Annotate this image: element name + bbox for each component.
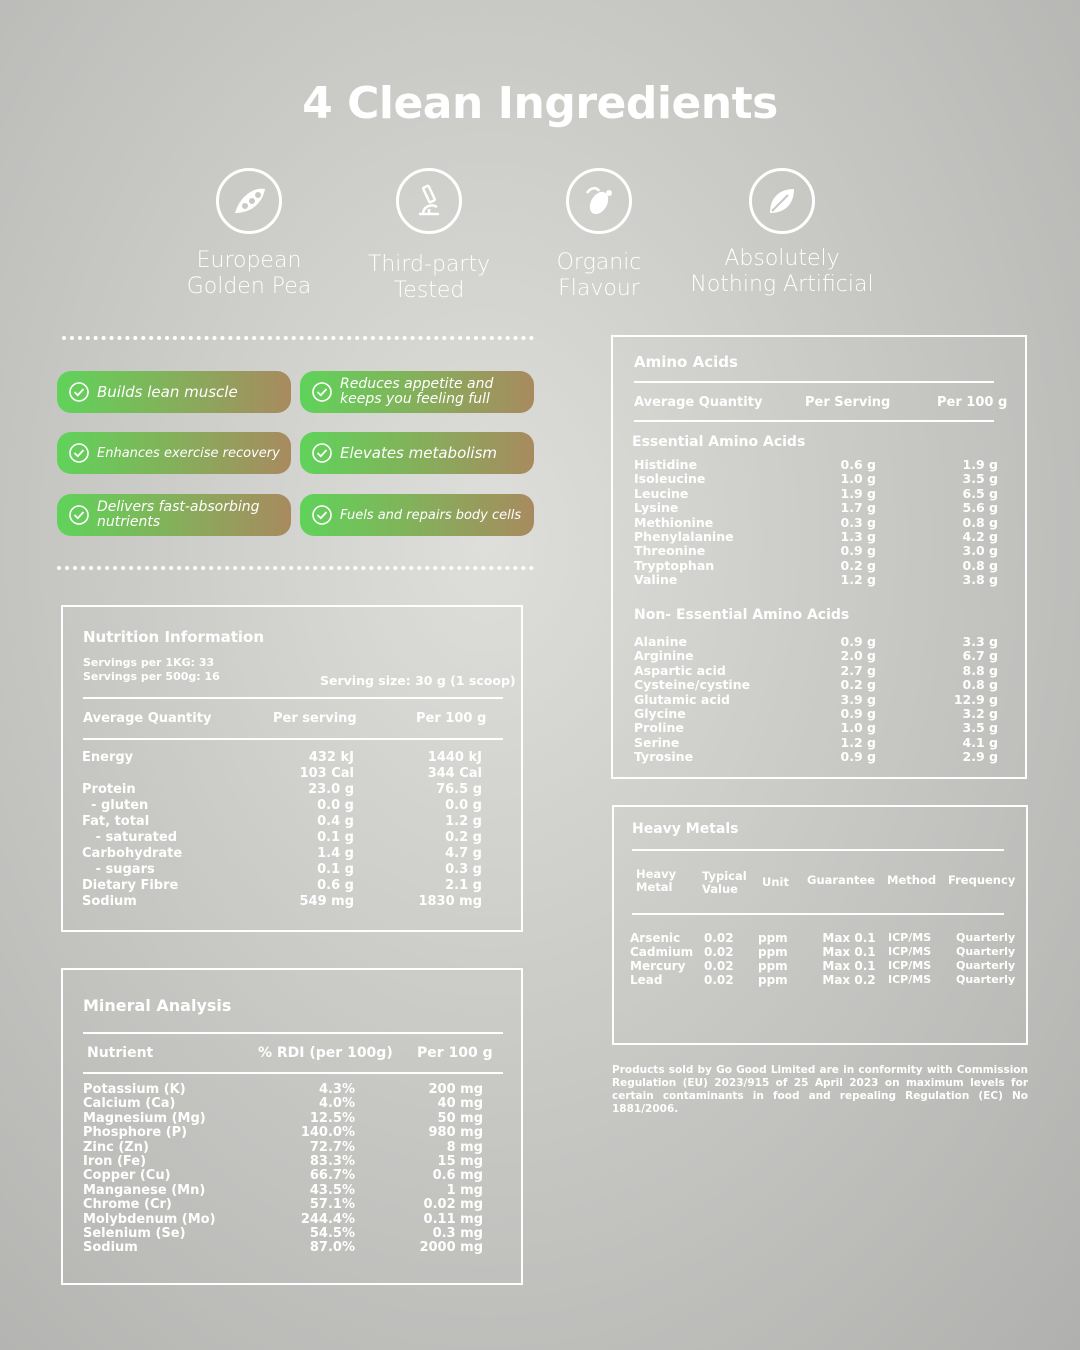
row-per100: 2000 mg <box>419 1240 483 1256</box>
benefit-text: Builds lean muscle <box>97 382 238 401</box>
row-name: Methionine <box>634 514 714 530</box>
feature-label: Organic <box>556 250 642 275</box>
metal-name: Lead <box>630 973 663 987</box>
col-header: Unit <box>762 875 789 889</box>
mineral-table <box>83 1083 483 1256</box>
table-row <box>634 559 998 573</box>
row-name: Arginine <box>634 648 694 664</box>
row-serving: 1.7 g <box>840 500 876 516</box>
table-row <box>634 721 998 735</box>
divider <box>634 420 994 422</box>
metal-name: Arsenic <box>630 931 681 945</box>
feature-label: European <box>196 248 302 273</box>
feature-nothing-artificial <box>672 168 892 298</box>
row-name: - sugars <box>82 862 155 877</box>
benefit-pill <box>57 371 291 413</box>
row-per100: 1 mg <box>446 1182 483 1198</box>
benefit-text: Enhances exercise recovery <box>97 445 280 461</box>
row-name: Proline <box>634 720 684 736</box>
benefit-pill <box>300 371 534 413</box>
benefit-pill <box>300 432 534 474</box>
row-rdi: 83.3% <box>309 1154 355 1170</box>
metal-value: 0.02 <box>704 973 734 987</box>
row-serving: 0.0 g <box>317 798 354 813</box>
row-per100: 0.8 g <box>962 557 998 573</box>
row-per100: 1.2 g <box>445 814 482 829</box>
metal-guarantee: Max 0.1 <box>822 945 876 959</box>
metal-method: ICP/MS <box>888 931 932 944</box>
table-row <box>82 862 482 878</box>
table-row <box>82 798 482 814</box>
dotted-divider <box>62 336 534 340</box>
row-name <box>82 766 262 782</box>
row-name: Fat, total <box>82 814 150 829</box>
serving-size: Serving size: 30 g (1 scoop) <box>320 673 516 688</box>
table-row <box>634 635 998 649</box>
row-per100: 3.2 g <box>962 706 998 722</box>
feature-label: Tested <box>393 278 465 303</box>
row-name: Isoleucine <box>634 471 706 487</box>
table-row <box>83 1083 483 1097</box>
row-per100: 2.1 g <box>445 878 482 893</box>
row-name: Valine <box>634 572 678 588</box>
row-serving: 0.3 g <box>840 514 876 530</box>
heavy-metals-panel <box>612 805 1028 1045</box>
table-row <box>634 487 998 501</box>
metal-method: ICP/MS <box>888 959 932 972</box>
divider <box>83 1072 503 1074</box>
col-header: Per 100 g <box>417 1045 493 1061</box>
row-per100: 0.8 g <box>962 677 998 693</box>
table-row <box>634 693 998 707</box>
servings-500g: Servings per 500g: 16 <box>83 670 220 683</box>
table-row <box>634 516 998 530</box>
metal-frequency: Quarterly <box>956 931 1016 944</box>
row-serving: 1.2 g <box>840 572 876 588</box>
row-name: Phosphore (P) <box>83 1125 188 1141</box>
heavy-metals-title: Heavy Metals <box>632 821 739 837</box>
row-per100: 0.02 mg <box>423 1197 483 1213</box>
col-header: Guarantee <box>807 873 876 887</box>
row-per100: 4.7 g <box>445 846 482 861</box>
col-header: Per 100 g <box>937 395 1008 410</box>
row-name: Energy <box>82 750 134 765</box>
check-circle-icon <box>312 443 332 463</box>
row-name: Potassium (K) <box>83 1082 186 1097</box>
metal-guarantee: Max 0.2 <box>822 973 876 987</box>
row-name: Sodium <box>82 894 137 909</box>
row-per100: 12.9 g <box>953 691 998 707</box>
heavy-metals-table <box>630 931 1014 987</box>
divider <box>83 738 503 740</box>
row-name: Protein <box>82 782 136 797</box>
row-name: Serine <box>634 734 680 750</box>
check-circle-icon <box>312 382 332 402</box>
row-rdi: 12.5% <box>309 1110 355 1126</box>
col-header: Nutrient <box>87 1045 154 1061</box>
row-per100: 4.2 g <box>962 529 998 545</box>
row-rdi: 43.5% <box>309 1182 355 1198</box>
row-per100: 3.8 g <box>962 572 998 588</box>
table-row <box>82 894 482 910</box>
row-per100: 8 mg <box>446 1139 483 1155</box>
row-serving: 0.6 g <box>840 457 876 472</box>
col-header: Per Serving <box>805 395 891 410</box>
feature-label: Third-party <box>367 252 491 277</box>
table-row <box>82 814 482 830</box>
table-row <box>82 846 482 862</box>
row-per100: 8.8 g <box>962 662 998 678</box>
feature-label: Absolutely <box>724 246 840 271</box>
row-per100: 4.1 g <box>962 734 998 750</box>
row-name: Threonine <box>634 543 706 559</box>
row-name: - saturated <box>82 830 177 845</box>
table-row <box>83 1213 483 1227</box>
metal-method: ICP/MS <box>888 945 932 958</box>
divider <box>632 913 1004 915</box>
table-row <box>83 1112 483 1126</box>
table-row <box>634 458 998 472</box>
row-serving: 0.4 g <box>317 814 354 829</box>
row-name: Calcium (Ca) <box>83 1096 176 1112</box>
row-per100: 3.3 g <box>962 634 998 649</box>
row-name: Sodium <box>83 1240 138 1256</box>
row-name: Carbohydrate <box>82 846 183 861</box>
row-serving: 0.2 g <box>840 557 876 573</box>
row-serving: 0.9 g <box>840 634 876 649</box>
row-name: Manganese (Mn) <box>83 1182 206 1198</box>
benefit-pill <box>57 494 291 536</box>
divider <box>634 381 994 383</box>
row-serving: 2.0 g <box>840 648 876 664</box>
table-row <box>634 649 998 663</box>
table-row <box>630 945 1014 959</box>
table-row <box>634 664 998 678</box>
row-serving: 103 Cal <box>299 766 354 781</box>
row-serving: 0.1 g <box>317 862 354 877</box>
table-row <box>83 1169 483 1183</box>
row-per100: 50 mg <box>437 1110 483 1126</box>
table-row <box>630 931 1014 945</box>
table-row <box>83 1198 483 1212</box>
microscope-icon <box>396 168 462 234</box>
row-per100: 1440 kJ <box>427 750 482 765</box>
metal-value: 0.02 <box>704 931 734 945</box>
row-rdi: 4.3% <box>318 1082 355 1097</box>
check-circle-icon <box>69 505 89 525</box>
row-rdi: 244.4% <box>300 1211 355 1227</box>
table-row <box>634 544 998 558</box>
benefit-text: Fuels and repairs body cells <box>340 507 522 523</box>
divider <box>632 849 1004 851</box>
row-per100: 0.3 mg <box>432 1226 483 1242</box>
row-serving: 1.9 g <box>840 485 876 501</box>
mineral-title: Mineral Analysis <box>83 996 232 1015</box>
row-serving: 0.1 g <box>317 830 354 845</box>
table-row <box>634 573 998 587</box>
col-header: Average Quantity <box>634 395 763 410</box>
benefit-pill <box>300 494 534 536</box>
table-row <box>82 830 482 846</box>
row-rdi: 87.0% <box>309 1240 355 1256</box>
row-serving: 0.9 g <box>840 543 876 559</box>
metal-unit: ppm <box>758 931 788 945</box>
feature-label: Flavour <box>558 276 640 301</box>
table-row <box>634 707 998 721</box>
divider <box>83 697 503 699</box>
row-name: Molybdenum (Mo) <box>83 1211 216 1227</box>
row-serving: 1.3 g <box>840 529 876 545</box>
col-header: Method <box>887 873 937 887</box>
row-name: Phenylalanine <box>634 529 734 545</box>
row-serving: 549 mg <box>299 894 354 909</box>
row-name: Histidine <box>634 457 698 472</box>
table-row <box>83 1155 483 1169</box>
row-rdi: 72.7% <box>309 1139 355 1155</box>
table-row <box>634 472 998 486</box>
cacao-pod-icon <box>566 168 632 234</box>
metal-guarantee: Max 0.1 <box>822 931 876 945</box>
feature-label: Golden Pea <box>186 274 312 299</box>
nutrition-table <box>82 750 482 910</box>
col-header: Average Quantity <box>83 711 212 726</box>
row-name: Chrome (Cr) <box>83 1197 172 1213</box>
table-row <box>83 1097 483 1111</box>
row-serving: 2.7 g <box>840 662 876 678</box>
row-per100: 0.2 g <box>445 830 482 845</box>
row-per100: 76.5 g <box>436 782 482 797</box>
check-circle-icon <box>312 505 332 525</box>
row-per100: 1.9 g <box>962 457 998 472</box>
row-name: Copper (Cu) <box>83 1168 171 1184</box>
metal-name: Mercury <box>630 959 686 973</box>
table-row <box>83 1126 483 1140</box>
footnote: Products sold by Go Good Limited are in conformity with Commission Regulation (EU) 2023/915 of 25 April 2023 on maximum levels for certain contaminants in food and repealing Regulation (EC) No 1881/2006. <box>612 1064 1028 1115</box>
col-header: Frequency <box>948 873 1016 887</box>
row-name: Alanine <box>634 634 687 649</box>
row-per100: 6.5 g <box>962 485 998 501</box>
nutrition-title: Nutrition Information <box>83 628 264 646</box>
row-per100: 3.0 g <box>962 543 998 559</box>
row-serving: 1.0 g <box>840 720 876 736</box>
row-serving: 1.0 g <box>840 471 876 487</box>
row-per100: 6.7 g <box>962 648 998 664</box>
leaf-icon <box>749 168 815 234</box>
table-row <box>630 959 1014 973</box>
row-rdi: 4.0% <box>318 1096 355 1112</box>
table-row <box>83 1141 483 1155</box>
row-name: Glutamic acid <box>634 691 731 707</box>
row-serving: 0.9 g <box>840 749 876 765</box>
col-header: Per serving <box>273 711 357 726</box>
essential-title: Essential Amino Acids <box>632 434 806 450</box>
row-per100: 0.3 g <box>445 862 482 877</box>
table-row <box>634 750 998 764</box>
row-serving: 3.9 g <box>840 691 876 707</box>
row-serving: 0.9 g <box>840 706 876 722</box>
row-name: Glycine <box>634 706 686 722</box>
col-header: Heavy Metal <box>636 867 677 894</box>
table-row <box>634 530 998 544</box>
row-name: Cysteine/cystine <box>634 677 751 693</box>
table-row <box>634 736 998 750</box>
table-row <box>82 878 482 894</box>
table-row <box>83 1184 483 1198</box>
row-name: - gluten <box>82 798 149 813</box>
metal-value: 0.02 <box>704 945 734 959</box>
dotted-divider <box>57 566 534 570</box>
col-header: % RDI (per 100g) <box>258 1045 393 1061</box>
row-serving: 0.2 g <box>840 677 876 693</box>
non-essential-table <box>634 635 998 765</box>
row-per100: 1830 mg <box>418 894 482 909</box>
table-row <box>83 1241 483 1255</box>
divider <box>83 1032 503 1034</box>
row-serving: 23.0 g <box>308 782 354 797</box>
row-name: Tryptophan <box>634 557 715 573</box>
table-row <box>82 782 482 798</box>
row-per100: 0.0 g <box>445 798 482 813</box>
row-per100: 0.8 g <box>962 514 998 530</box>
table-row <box>630 973 1014 987</box>
check-circle-icon <box>69 382 89 402</box>
check-circle-icon <box>69 443 89 463</box>
table-row <box>82 766 482 782</box>
benefit-text: Reduces appetite and keeps you feeling full <box>340 376 494 407</box>
metal-guarantee: Max 0.1 <box>822 959 876 973</box>
row-per100: 980 mg <box>428 1125 483 1141</box>
pea-pod-icon <box>216 168 282 234</box>
metal-unit: ppm <box>758 945 788 959</box>
metal-unit: ppm <box>758 973 788 987</box>
row-per100: 200 mg <box>428 1082 483 1097</box>
row-per100: 0.6 mg <box>432 1168 483 1184</box>
row-name: Zinc (Zn) <box>83 1139 149 1155</box>
row-serving: 1.2 g <box>840 734 876 750</box>
row-name: Lysine <box>634 500 679 516</box>
essential-table <box>634 458 998 588</box>
row-name: Iron (Fe) <box>83 1154 147 1170</box>
metal-frequency: Quarterly <box>956 959 1016 972</box>
row-per100: 15 mg <box>437 1154 483 1170</box>
row-rdi: 57.1% <box>309 1197 355 1213</box>
page-title: 4 Clean Ingredients <box>302 78 778 129</box>
row-name: Magnesium (Mg) <box>83 1110 206 1126</box>
table-row <box>634 501 998 515</box>
row-per100: 344 Cal <box>427 766 482 781</box>
row-name: Selenium (Se) <box>83 1226 186 1242</box>
col-header: Typical Value <box>702 869 747 896</box>
row-rdi: 140.0% <box>300 1125 355 1141</box>
row-name: Dietary Fibre <box>82 878 179 893</box>
row-per100: 3.5 g <box>962 471 998 487</box>
row-serving: 1.4 g <box>317 846 354 861</box>
row-name: Aspartic acid <box>634 662 726 678</box>
metal-frequency: Quarterly <box>956 973 1016 986</box>
row-per100: 40 mg <box>437 1096 483 1112</box>
row-serving: 0.6 g <box>317 878 354 893</box>
table-row <box>83 1227 483 1241</box>
table-row <box>634 678 998 692</box>
row-name: Leucine <box>634 485 689 501</box>
col-header: Per 100 g <box>416 711 487 726</box>
benefit-text: Elevates metabolism <box>340 443 498 462</box>
amino-title: Amino Acids <box>634 353 738 371</box>
metal-method: ICP/MS <box>888 973 932 986</box>
row-per100: 2.9 g <box>962 749 998 765</box>
metal-unit: ppm <box>758 959 788 973</box>
metal-frequency: Quarterly <box>956 945 1016 958</box>
metal-name: Cadmium <box>630 945 694 959</box>
feature-label: Nothing Artificial <box>690 272 874 297</box>
row-rdi: 66.7% <box>309 1168 355 1184</box>
benefit-pill <box>57 432 291 474</box>
row-serving: 432 kJ <box>308 750 354 765</box>
servings-1kg: Servings per 1KG: 33 <box>83 656 215 669</box>
metal-value: 0.02 <box>704 959 734 973</box>
benefit-text: Delivers fast-absorbing nutrients <box>97 499 260 530</box>
row-name: Tyrosine <box>634 749 694 765</box>
non-essential-title: Non- Essential Amino Acids <box>634 607 850 623</box>
row-per100: 0.11 mg <box>423 1211 483 1227</box>
row-rdi: 54.5% <box>309 1226 355 1242</box>
row-per100: 3.5 g <box>962 720 998 736</box>
table-row <box>82 750 482 766</box>
row-per100: 5.6 g <box>962 500 998 516</box>
